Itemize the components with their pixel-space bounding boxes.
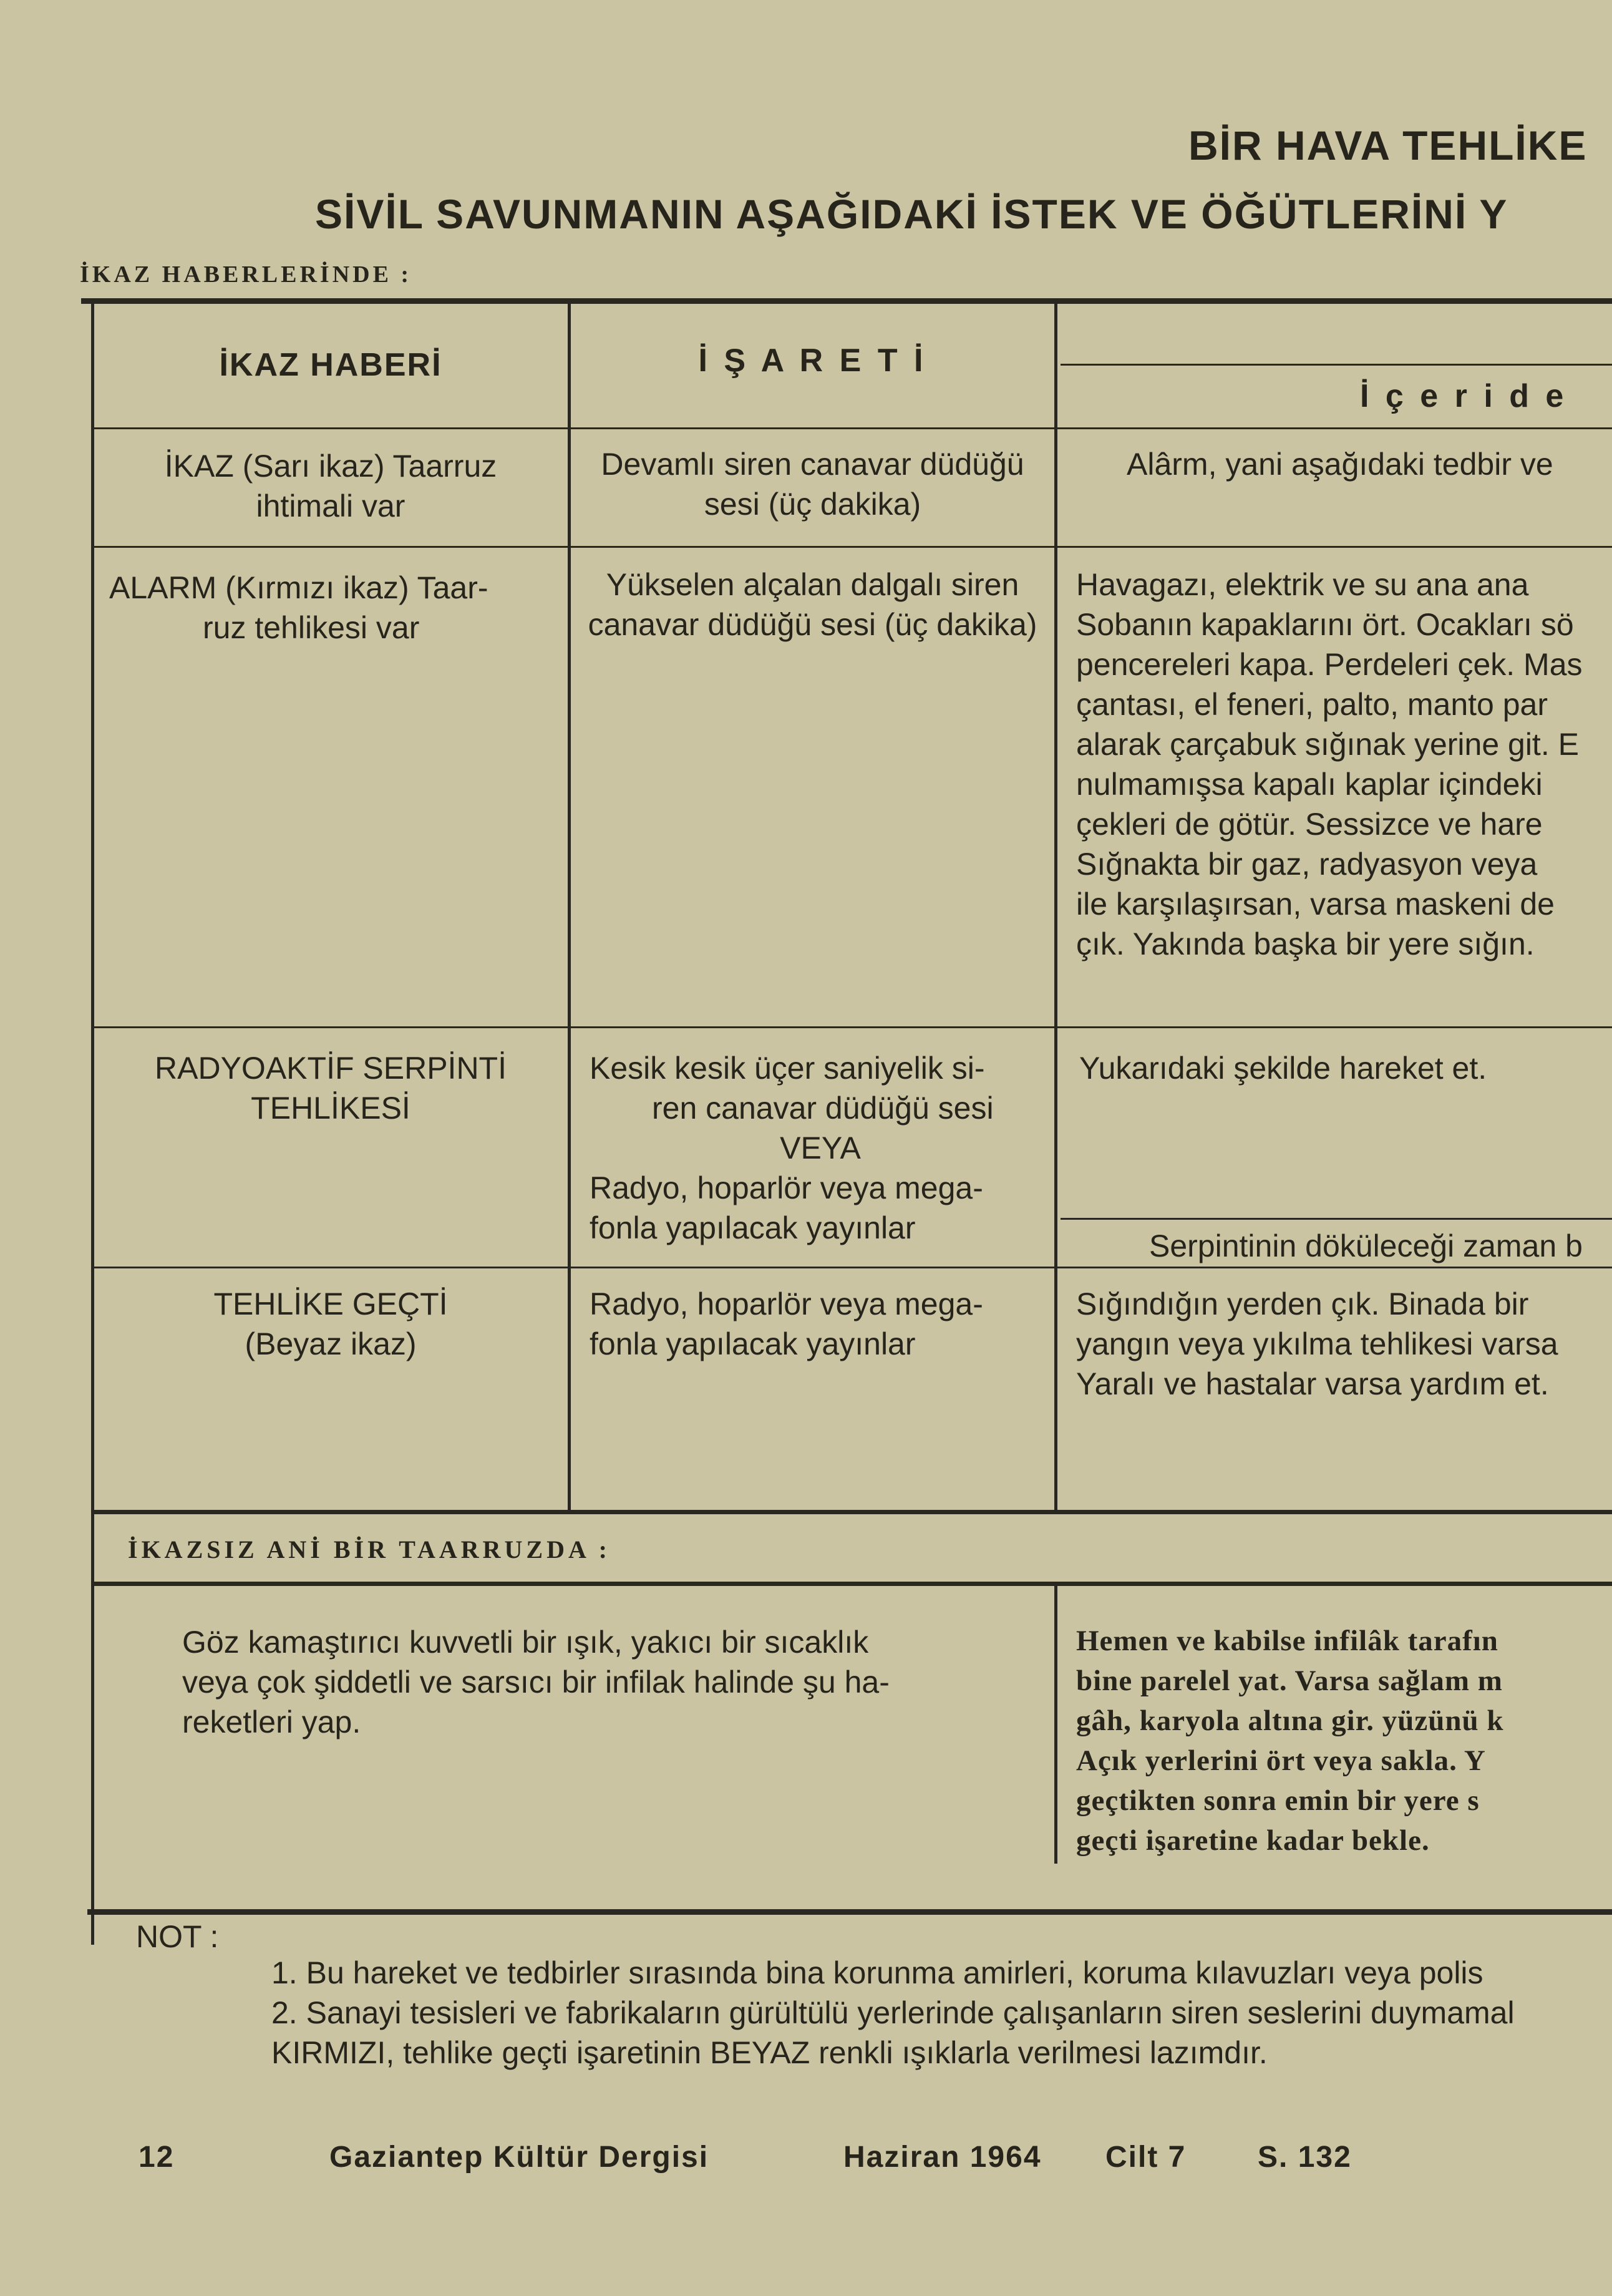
row2-iceride-line: Havagazı, elektrik ve su ana ana <box>1076 567 1529 602</box>
surprise-left-border <box>91 1514 94 1945</box>
footer-page-number: 12 <box>138 2141 175 2174</box>
surprise-col-divider <box>1054 1586 1057 1864</box>
row4-isaret-line: Radyo, hoparlör veya mega- <box>590 1287 983 1321</box>
surprise-right-line: bine parelel yat. Varsa sağlam m <box>1076 1665 1503 1697</box>
row1-rule <box>94 546 1612 548</box>
surprise-bottom-rule <box>87 1909 1612 1915</box>
table-top-rule <box>81 298 1612 304</box>
header-row-rule <box>94 427 1612 429</box>
row1-haber <box>94 446 568 526</box>
row4-isaret-line: fonla yapılacak yayınlar <box>590 1326 916 1361</box>
row3-isaret-line: fonla yapılacak yayınlar <box>590 1210 916 1245</box>
surprise-heading-rule <box>94 1582 1612 1586</box>
table-col-divider-2 <box>1054 304 1057 1511</box>
row3-isaret-line: ren canavar düdüğü sesi <box>652 1091 994 1126</box>
surprise-left-line: veya çok şiddetli ve sarsıcı bir infilak halinde şu ha- <box>182 1665 890 1700</box>
row4-iceride-line: Sığındığın yerden çık. Binada bir <box>1076 1287 1529 1321</box>
row1-iceride <box>1127 444 1553 484</box>
row4-haber <box>94 1284 568 1364</box>
row3-iceride-line: Yukarıdaki şekilde hareket et. <box>1079 1051 1487 1086</box>
notes-line: 2. Sanayi tesisleri ve fabrikaların gürültülü yerlerinde çalışanların siren seslerini duymamal <box>271 1995 1515 2030</box>
row2-rule <box>94 1026 1612 1028</box>
surprise-right-text <box>1076 1621 1504 1861</box>
col-header-isareti: İ Ş A R E T İ <box>698 343 927 379</box>
row1-haber-line: ihtimali var <box>256 489 405 523</box>
col3-header-rule-top <box>1061 364 1612 366</box>
row3-isaret-line: Radyo, hoparlör veya mega- <box>590 1170 983 1205</box>
notes-text <box>271 1953 1515 2073</box>
notes-line: 1. Bu hareket ve tedbirler sırasında bina korunma amirleri, koruma kılavuzları veya polis <box>271 1955 1483 1990</box>
surprise-left-line: reketleri yap. <box>182 1705 361 1739</box>
title-line-1: BİR HAVA TEHLİKE <box>1188 122 1588 168</box>
surprise-heading: İKAZSIZ ANİ BİR TAARRUZDA : <box>128 1535 611 1564</box>
row3-sub-rule <box>1061 1218 1612 1220</box>
row2-isaret-line: canavar düdüğü sesi (üç dakika) <box>588 607 1037 642</box>
row1-isaret-line: sesi (üç dakika) <box>704 487 921 522</box>
row3-iceride-sub: Serpintinin döküleceği zaman b <box>1149 1228 1583 1263</box>
row4-isaret <box>590 1284 1051 1364</box>
row2-iceride-line: Sığnakta bir gaz, radyasyon veya <box>1076 847 1538 882</box>
surprise-left-line: Göz kamaştırıcı kuvvetli bir ışık, yakıcı bir sıcaklık <box>182 1625 869 1660</box>
notes-line: KIRMIZI, tehlike geçti işaretinin BEYAZ renkli ışıklarla verilmesi lazımdır. <box>271 2035 1268 2070</box>
row3-isaret-line: VEYA <box>780 1131 861 1165</box>
row2-iceride-line: alarak çarçabuk sığınak yerine git. E <box>1076 727 1579 762</box>
row1-haber-line: İKAZ (Sarı ikaz) Taarruz <box>164 449 497 484</box>
row2-iceride-line: Sobanın kapaklarını ört. Ocakları sö <box>1076 607 1574 642</box>
surprise-right-line: Hemen ve kabilse infilâk tarafın <box>1076 1625 1498 1657</box>
row4-haber-line: (Beyaz ikaz) <box>245 1326 417 1361</box>
row2-isaret <box>571 565 1054 645</box>
footer-date: Haziran 1964 <box>843 2141 1042 2174</box>
row1-isaret-line: Devamlı siren canavar düdüğü <box>601 447 1024 482</box>
row1-isaret <box>571 444 1054 524</box>
row2-iceride-line: ile karşılaşırsan, varsa maskeni de <box>1076 887 1555 922</box>
surprise-left-text <box>182 1622 890 1742</box>
surprise-right-line: geçti işaretine kadar bekle. <box>1076 1824 1430 1857</box>
row3-haber-line: RADYOAKTİF SERPİNTİ <box>155 1051 507 1086</box>
row2-iceride-line: çekleri de götür. Sessizce ve hare <box>1076 807 1543 842</box>
row3-rule <box>94 1267 1612 1268</box>
surprise-right-line: geçtikten sonra emin bir yere s <box>1076 1784 1480 1817</box>
footer-issue: S. 132 <box>1258 2141 1352 2174</box>
surprise-right-line: gâh, karyola altına gir. yüzünü k <box>1076 1705 1504 1737</box>
row3-isaret <box>590 1048 1051 1248</box>
row3-iceride <box>1079 1048 1487 1088</box>
row2-iceride-line: pencereleri kapa. Perdeleri çek. Mas <box>1076 647 1583 682</box>
row2-iceride <box>1076 565 1583 964</box>
row2-haber-line: ALARM (Kırmızı ikaz) Taar- <box>109 570 488 605</box>
row3-isaret-line: Kesik kesik üçer saniyelik si- <box>590 1051 985 1086</box>
table-bottom-rule <box>91 1510 1612 1514</box>
col-header-iceride: İ ç e r i d e <box>1360 378 1568 414</box>
row4-iceride-line: Yaralı ve hastalar varsa yardım et. <box>1076 1366 1549 1401</box>
title-line-2: SİVİL SAVUNMANIN AŞAĞIDAKİ İSTEK VE ÖĞÜTLERİNİ Y <box>315 191 1508 237</box>
surprise-right-line: Açık yerlerini ört veya sakla. Y <box>1076 1744 1486 1777</box>
row2-isaret-line: Yükselen alçalan dalgalı siren <box>606 567 1019 602</box>
notes-label: NOT : <box>136 1919 219 1954</box>
footer-journal: Gaziantep Kültür Dergisi <box>329 2141 709 2174</box>
row4-iceride <box>1076 1284 1558 1404</box>
row1-iceride-line: Alârm, yani aşağıdaki tedbir ve <box>1127 447 1553 482</box>
row2-haber <box>109 568 488 648</box>
row3-haber-line: TEHLİKESİ <box>251 1091 410 1126</box>
row2-iceride-line: çantası, el feneri, palto, manto par <box>1076 687 1548 722</box>
row3-haber <box>94 1048 568 1128</box>
footer-volume: Cilt 7 <box>1105 2141 1187 2174</box>
row2-iceride-line: çık. Yakında başka bir yere sığın. <box>1076 927 1535 961</box>
section-warning-heading: İKAZ HABERLERİNDE : <box>80 261 412 288</box>
col-header-ikaz-haberi: İKAZ HABERİ <box>219 347 442 383</box>
row2-haber-line: ruz tehlikesi var <box>203 610 420 645</box>
row2-iceride-line: nulmamışsa kapalı kaplar içindeki <box>1076 767 1543 802</box>
row4-iceride-line: yangın veya yıkılma tehlikesi varsa <box>1076 1326 1558 1361</box>
row4-haber-line: TEHLİKE GEÇTİ <box>213 1287 448 1321</box>
